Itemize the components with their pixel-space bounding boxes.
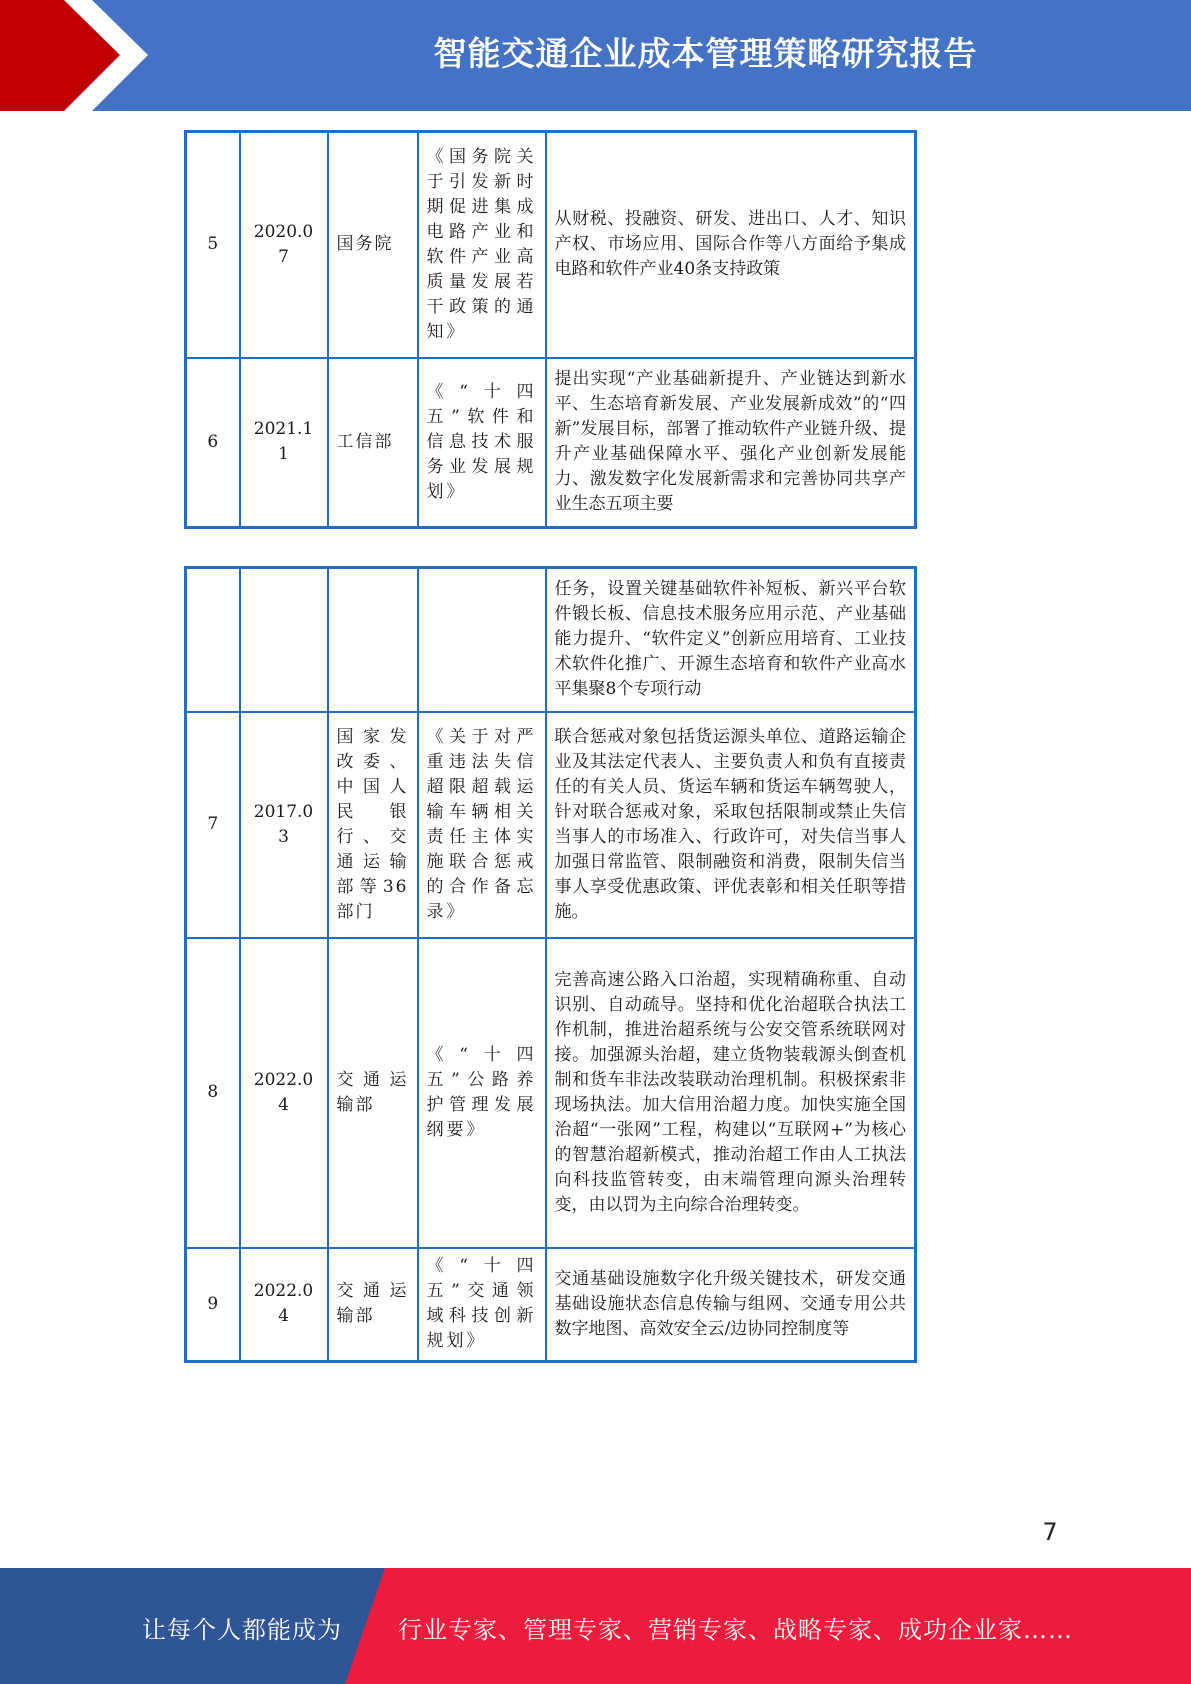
row-content: 从财税、投融资、研发、进出口、人才、知识产权、市场应用、国际合作等八方面给予集成电路和软件产业40条支持政策 bbox=[546, 132, 916, 358]
row-document bbox=[418, 568, 546, 712]
row-date: 2020.07 bbox=[240, 132, 328, 358]
row-number: 8 bbox=[186, 938, 240, 1248]
table-row bbox=[186, 712, 916, 938]
row-document: 《“十四五”交通领域科技创新规划》 bbox=[418, 1248, 546, 1362]
row-document: 《“十四五”公路养护管理发展纲要》 bbox=[418, 938, 546, 1248]
row-department: 国家发改委、中国人民银行、交通运输部等36部门 bbox=[328, 712, 418, 938]
row-content: 联合惩戒对象包括货运源头单位、道路运输企业及其法定代表人、主要负责人和负有直接责任的有关人员、货运车辆和货运车辆驾驶人，针对联合惩戒对象，采取包括限制或禁止失信当事人的市场准入、行政许可，对失信当事人加强日常监管、限制融资和消费，限制失信当事人享受优惠政策、评优表彰和相关任职等措施。 bbox=[546, 712, 916, 938]
row-department bbox=[328, 568, 418, 712]
table-row bbox=[186, 1248, 916, 1362]
policy-table-part-1 bbox=[184, 130, 917, 529]
row-date: 2021.11 bbox=[240, 358, 328, 528]
row-number: 9 bbox=[186, 1248, 240, 1362]
row-number: 6 bbox=[186, 358, 240, 528]
row-document: 《国务院关于引发新时期促进集成电路产业和软件产业高质量发展若干政策的通知》 bbox=[418, 132, 546, 358]
row-date: 2017.03 bbox=[240, 712, 328, 938]
row-content: 完善高速公路入口治超，实现精确称重、自动识别、自动疏导。坚持和优化治超联合执法工作机制，推进治超系统与公安交管系统联网对接。加强源头治超，建立货物装载源头倒查机制和货车非法改装联动治理机制。积极探索非现场执法。加大信用治超力度。加快实施全国治超“一张网”工程，构建以“互联网+”为核心的智慧治超新模式，推动治超工作由人工执法向科技监管转变，由末端管理向源头治理转变，由以罚为主向综合治理转变。 bbox=[546, 938, 916, 1248]
row-content: 提出实现“产业基础新提升、产业链达到新水平、生态培育新发展、产业发展新成效”的“四新”发展目标，部署了推动软件产业链升级、提升产业基础保障水平、强化产业创新发展能力、激发数字化发展新需求和完善协同共享产业生态五项主要 bbox=[546, 358, 916, 528]
row-document: 《“十四五”软件和信息技术服务业发展规划》 bbox=[418, 358, 546, 528]
row-number bbox=[186, 568, 240, 712]
table-row bbox=[186, 568, 916, 712]
row-number: 5 bbox=[186, 132, 240, 358]
row-date: 2022.04 bbox=[240, 1248, 328, 1362]
row-date: 2022.04 bbox=[240, 938, 328, 1248]
row-department: 交通运输部 bbox=[328, 938, 418, 1248]
row-department: 工信部 bbox=[328, 358, 418, 528]
report-title: 智能交通企业成本管理策略研究报告 bbox=[433, 34, 978, 73]
table-row bbox=[186, 132, 916, 358]
row-content: 任务，设置关键基础软件补短板、新兴平台软件锻长板、信息技术服务应用示范、产业基础能力提升、“软件定义”创新应用培育、工业技术软件化推广、开源生态培育和软件产业高水平集聚8个专项行动 bbox=[546, 568, 916, 712]
table-row bbox=[186, 938, 916, 1248]
row-date bbox=[240, 568, 328, 712]
row-number: 7 bbox=[186, 712, 240, 938]
header-arrow-decoration bbox=[0, 0, 160, 111]
row-department: 交通运输部 bbox=[328, 1248, 418, 1362]
row-document: 《关于对严重违法失信超限超载运输车辆相关责任主体实施联合惩戒的合作备忘录》 bbox=[418, 712, 546, 938]
footer-slogan-left: 让每个人都能成为 bbox=[142, 1616, 342, 1644]
page-footer bbox=[0, 1568, 1191, 1684]
row-content: 交通基础设施数字化升级关键技术，研发交通基础设施状态信息传输与组网、交通专用公共数字地图、高效安全云/边协同控制度等 bbox=[546, 1248, 916, 1362]
page-header bbox=[0, 0, 1191, 111]
page-number: 7 bbox=[1042, 1518, 1058, 1546]
row-department: 国务院 bbox=[328, 132, 418, 358]
footer-slogan-right: 行业专家、管理专家、营销专家、战略专家、成功企业家…… bbox=[398, 1616, 1073, 1644]
table-row bbox=[186, 358, 916, 528]
policy-table-part-2 bbox=[184, 566, 917, 1363]
